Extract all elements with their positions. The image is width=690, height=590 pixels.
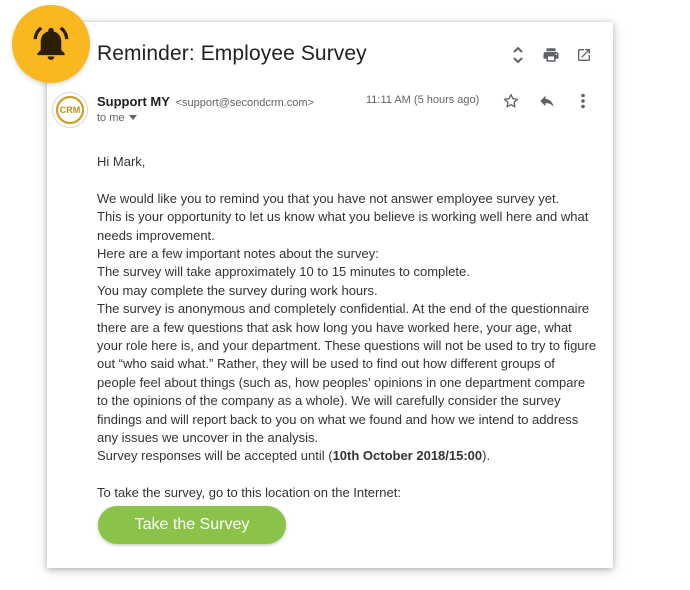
sender-name: Support MY [97, 94, 170, 109]
email-body [97, 153, 597, 503]
bell-icon [32, 25, 70, 63]
body-line: The survey is anonymous and completely confidential. At the end of the questionnaire there are a few questions that ask how long you have worked here, your age, what your role here is, and your department. These questions will not be used to try to figure out “who said what.” Rather, they will be used to find out how different groups of people feel about things (such as, how peoples’ opinions in one department compare to the opinions of the company as a whole). We will carefully consider the survey findings and will report back to you on what we found and how we intend to address any issues we uncover in the analysis. [97, 301, 597, 446]
reply-icon[interactable] [536, 90, 558, 112]
more-vert-icon[interactable] [572, 90, 594, 112]
sender-line [97, 94, 314, 109]
body-line: The survey will take approximately 10 to 15 minutes to complete. [97, 264, 470, 280]
open-in-new-window-icon[interactable] [574, 45, 594, 65]
take-survey-button[interactable]: Take the Survey [98, 506, 286, 544]
deadline-line [97, 447, 597, 465]
email-subject: Reminder: Employee Survey [97, 42, 367, 65]
cta-intro: To take the survey, go to this location on the Internet: [97, 485, 401, 501]
body-line: We would like you to remind you that you have not answer employee survey yet. [97, 190, 560, 206]
sender-avatar [53, 93, 87, 127]
body-line: Here are a few important notes about the survey: [97, 246, 379, 262]
deadline-date: 10th October 2018/15:00 [332, 448, 483, 464]
body-line: This is your opportunity to let us know what you believe is working well here and what needs improvement. [97, 209, 589, 243]
recipient-toggle[interactable] [97, 112, 137, 124]
deadline-prefix: Survey responses will be accepted until ( [97, 448, 333, 464]
star-icon[interactable] [500, 90, 522, 112]
recipient-label: to me [97, 112, 125, 124]
notification-badge [12, 5, 90, 83]
print-icon[interactable] [541, 45, 561, 65]
deadline-suffix: ). [482, 448, 491, 464]
body-line: You may complete the survey during work hours. [97, 282, 378, 298]
expand-collapse-icon[interactable] [508, 45, 528, 65]
avatar-text: CRM [59, 105, 81, 115]
caret-down-icon [129, 115, 137, 121]
email-time: 11:11 AM (5 hours ago) [366, 94, 480, 106]
sender-email: <support@secondcrm.com> [175, 97, 314, 109]
greeting: Hi Mark, [97, 154, 146, 169]
